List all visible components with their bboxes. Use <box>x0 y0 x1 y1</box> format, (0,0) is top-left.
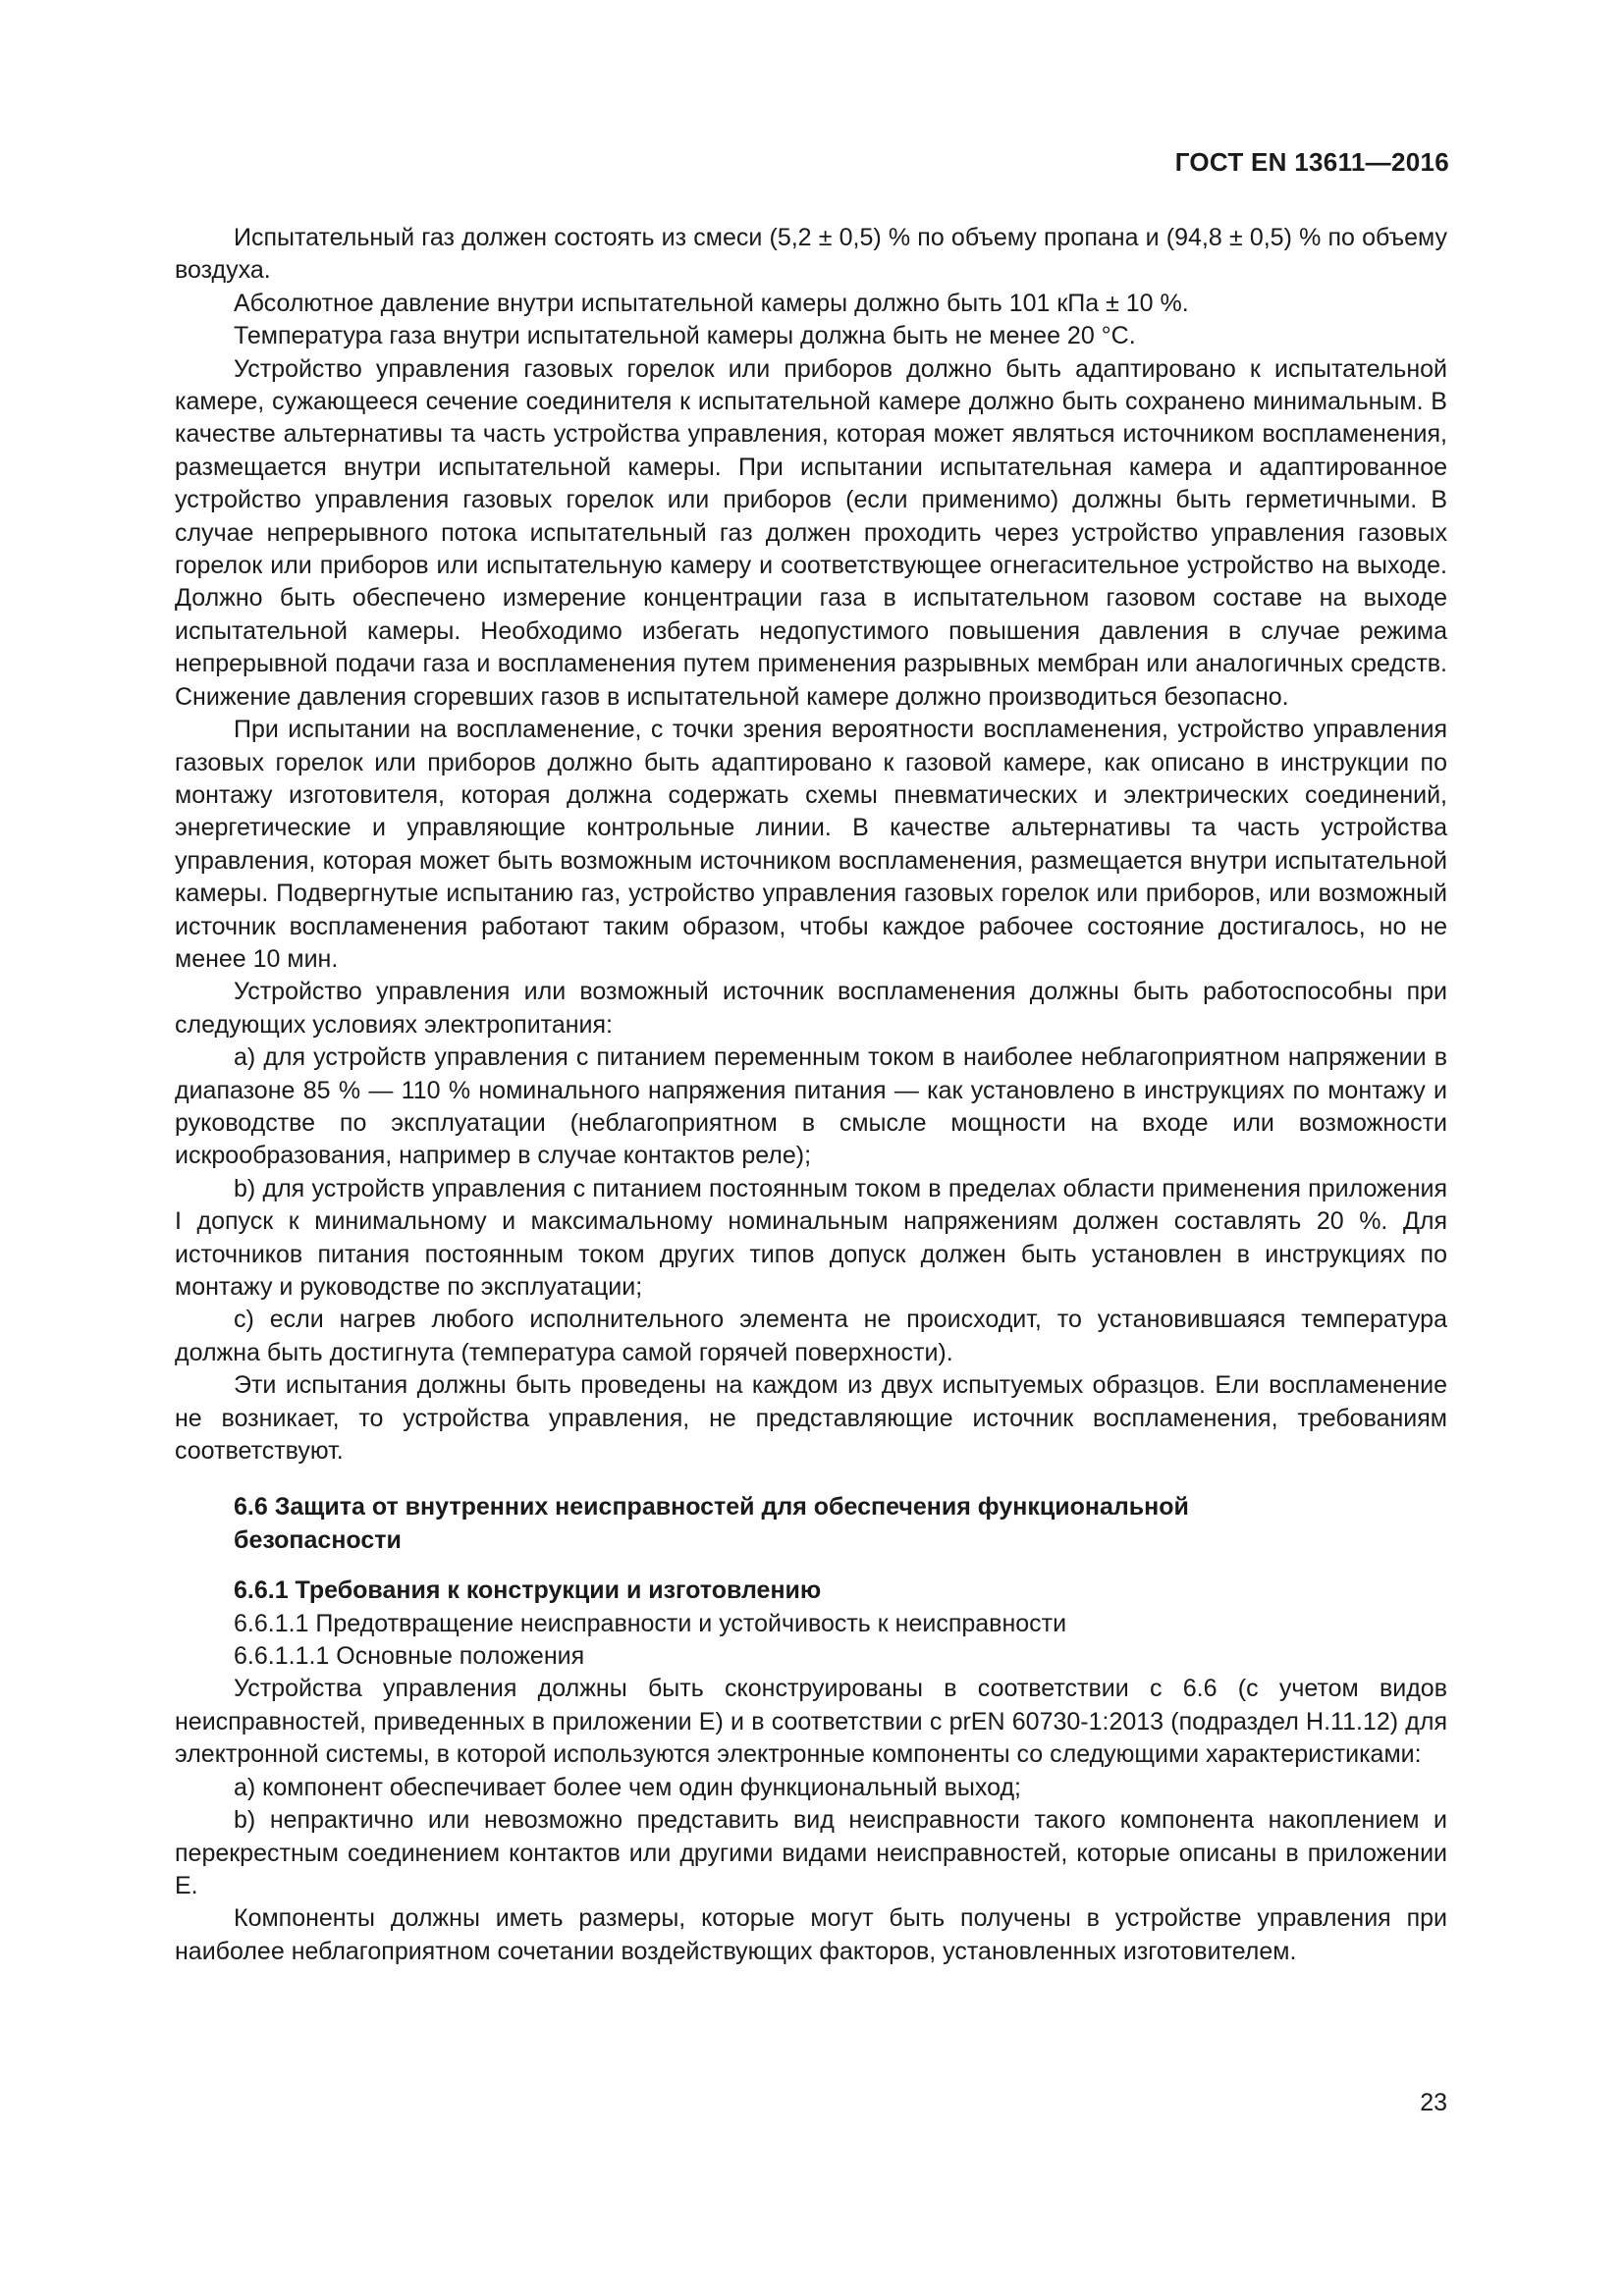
paragraph-component-dimensions: Компоненты должны иметь размеры, которые могут быть получены в устройстве управления при наиболее неблагоприятном сочетании воздействующих факторов, установленных изготовителем. <box>175 1904 1447 1965</box>
paragraph-ignition-test: При испытании на воспламенение, с точки зрения вероятности воспламенения, устройство управления газовых горелок или приборов должно быть адаптировано к газовой камере, как описано в инструкции по монтажу изготовителя, которая должна содержать схемы пневматических и электрических соединений, энергетические и управляющие контрольные линии. В качестве альтернативы та часть устройства управления, которая может быть возможным источником воспламенения, размещается внутри испытательной камеры. Подвергнутые испытанию газ, устройство управления газовых горелок или приборов, или возможный источник воспламенения работают таким образом, чтобы каждое рабочее состояние достигалось, но не менее 10 мин. <box>175 716 1447 973</box>
paragraph-test-gas: Испытательный газ должен состоять из смеси (5,2 ± 0,5) % по объему пропана и (94,8 ± 0,5) % по объему воздуха. <box>175 224 1447 285</box>
list-item-heating: c) если нагрев любого исполнительного элемента не происходит, то установившаяся температура должна быть достигнута (температура самой горячей поверхности). <box>175 1306 1447 1366</box>
list-item-functional-output: a) компонент обеспечивает более чем один функциональный выход; <box>234 1773 1021 1801</box>
paragraph-absolute-pressure: Абсолютное давление внутри испытательной камеры должно быть 101 кПа ± 10 %. <box>234 289 1189 317</box>
list-item-fault-mode: b) непрактично или невозможно представить вид неисправности такого компонента накоплением и перекрестным соединением контактов или другими видами неисправностей, которые описаны в приложении E. <box>175 1806 1447 1899</box>
document-body <box>175 222 1447 1968</box>
clause-6-6-1-1: 6.6.1.1 Предотвращение неисправности и устойчивость к неисправности <box>234 1609 1067 1637</box>
section-heading-6-6: 6.6 Защита от внутренних неисправностей для обеспечения функциональной безопасности <box>234 1493 1189 1554</box>
subsection-heading-6-6-1: 6.6.1 Требования к конструкции и изготовлению <box>234 1576 822 1605</box>
paragraph-gas-temperature: Температура газа внутри испытательной камеры должна быть не менее 20 °С. <box>234 322 1136 350</box>
paragraph-power-conditions: Устройство управления или возможный источник воспламенения должны быть работоспособны при следующих условиях электропитания: <box>175 978 1447 1039</box>
paragraph-chamber-adaptation: Устройство управления газовых горелок или приборов должно быть адаптировано к испытательной камере, сужающееся сечение соединителя к испытательной камере должно быть сохранено минимальным. В качестве альтернативы та часть устройства управления, которая может являться источником воспламенения, размещается внутри испытательной камеры. При испытании испытательная камера и адаптированное устройство управления газовых горелок или приборов (если применимо) должны быть герметичными. В случае непрерывного потока испытательный газ должен проходить через устройство управления газовых горелок или приборов или испытательную камеру и соответствующее огнегасительное устройство на выходе. Должно быть обеспечено измерение концентрации газа в испытательном газовом составе на выходе испытательной камеры. Необходимо избегать недопустимого повышения давления в случае режима непрерывной подачи газа и воспламенения путем применения разрывных мембран или аналогичных средств. Снижение давления сгоревших газов в испытательной камере должно производиться безопасно. <box>175 354 1447 711</box>
clause-6-6-1-1-1: 6.6.1.1.1 Основные положения <box>234 1642 585 1671</box>
standard-code-header: ГОСТ EN 13611—2016 <box>1174 147 1449 177</box>
list-item-dc-supply: b) для устройств управления с питанием постоянным током в пределах области применения приложения I допуск к минимальному и максимальному номинальным напряжениям должен составлять 20 %. Для источников питания постоянным током других типов допуск должен быть установлен в инструкциях по монтажу и руководстве по эксплуатации; <box>175 1174 1447 1301</box>
list-item-ac-supply: a) для устройств управления с питанием переменным током в наиболее неблагоприятном напряжении в диапазоне 85 % — 110 % номинального напряжения питания — как установлено в инструкциях по монтажу и руководстве по эксплуатации (неблагоприятном в смысле мощности на входе или возможности искрообразования, например в случае контактов реле); <box>175 1043 1447 1170</box>
paragraph-test-samples: Эти испытания должны быть проведены на каждом из двух испытуемых образцов. Ели воспламенение не возникает, то устройства управления, не представляющие источник воспламенения, требованиям соответствуют. <box>175 1371 1447 1466</box>
paragraph-control-design: Устройства управления должны быть сконструированы в соответствии с 6.6 (с учетом видов неисправностей, приведенных в приложении E) и в соответствии с prEN 60730-1:2013 (подраздел H.11.12) для электронной системы, в которой используются электронные компоненты со следующими характеристиками: <box>175 1675 1447 1769</box>
page-number: 23 <box>1420 2089 1447 2116</box>
